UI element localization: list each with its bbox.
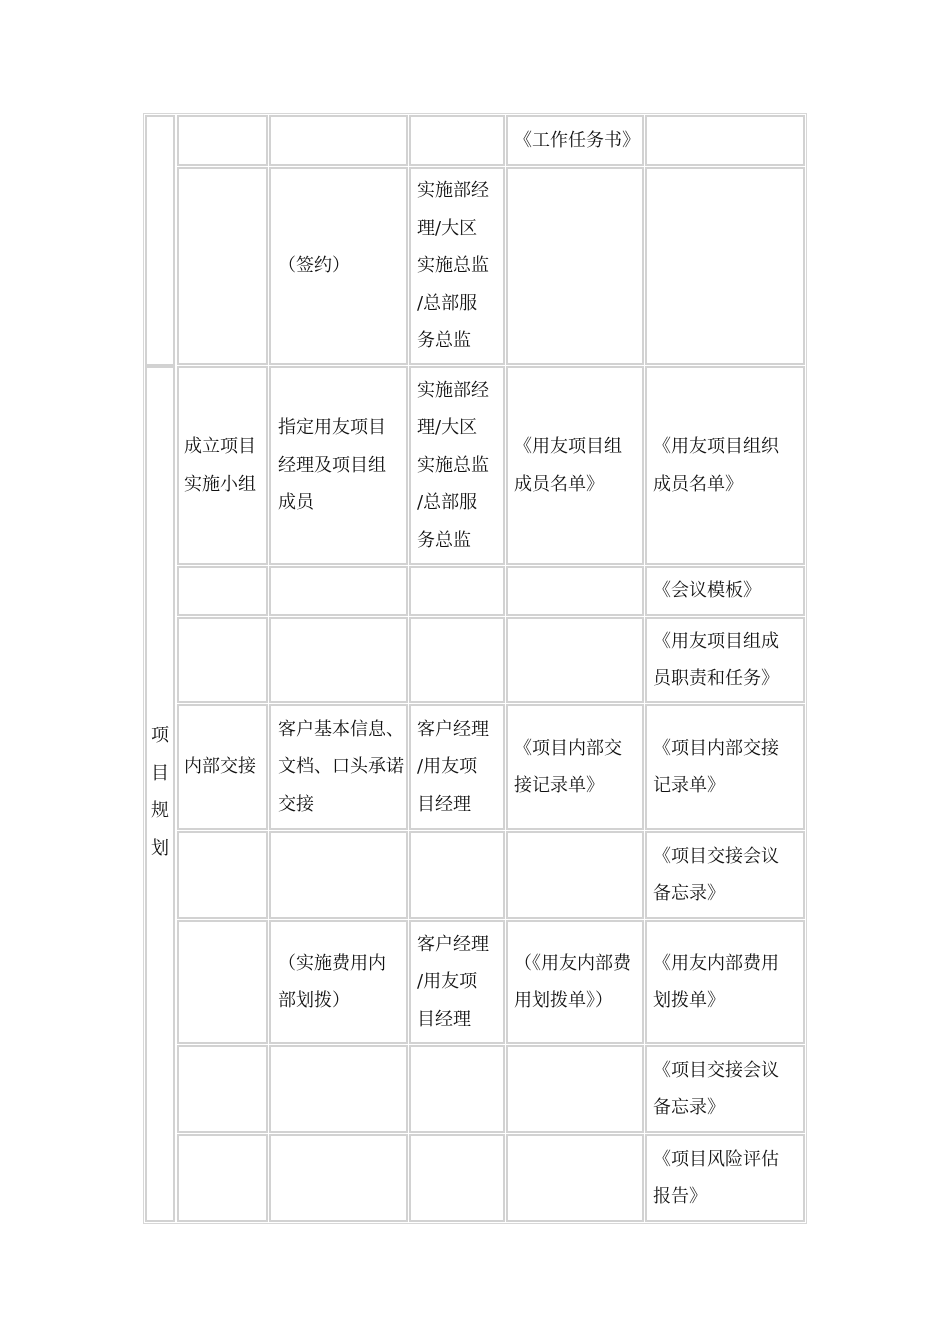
table-cell-responsible xyxy=(409,704,505,830)
table-cell-output xyxy=(645,617,805,703)
table-cell-responsible xyxy=(409,617,505,703)
table-cell-content xyxy=(269,1134,408,1222)
cell-text: 《项目交接会议 备忘录》 xyxy=(653,845,779,904)
cell-text: 《工作任务书》 xyxy=(514,129,640,151)
table-cell-output xyxy=(645,704,805,830)
cell-text: 指定用友项目 经理及项目组 成员 xyxy=(278,417,386,514)
cell-text: 《用友项目组成 员职责和任务》 xyxy=(653,630,779,689)
table-cell-content xyxy=(269,1045,408,1133)
cell-text: 客户经理 /用友项 目经理 xyxy=(417,718,489,815)
cell-text: 实施部经 理/大区 实施总监 /总部服 务总监 xyxy=(417,180,489,352)
cell-text: 《用友内部费用 划拨单》 xyxy=(653,952,779,1011)
cell-text: 《项目交接会议 备忘录》 xyxy=(653,1059,779,1118)
table-cell-responsible xyxy=(409,167,505,365)
table-cell-activity xyxy=(177,1045,268,1133)
table-cell-responsible xyxy=(409,366,505,565)
cell-text: （《用友内部费 用划拨单》） xyxy=(514,952,631,1011)
table-cell-activity xyxy=(177,167,268,365)
table-cell-output xyxy=(645,366,805,565)
cell-text: 《项目风险评估 报告》 xyxy=(653,1148,779,1207)
cell-text: （签约） xyxy=(278,255,350,277)
table-cell-output xyxy=(645,831,805,919)
cell-text: 《项目内部交 接记录单》 xyxy=(514,737,622,796)
table-cell-activity xyxy=(177,617,268,703)
table-cell-responsible xyxy=(409,831,505,919)
table-cell-input xyxy=(506,704,644,830)
table-cell-input xyxy=(506,115,644,166)
table-cell-output xyxy=(645,1045,805,1133)
cell-text: 内部交接 xyxy=(184,756,256,778)
table-cell-content xyxy=(269,366,408,565)
cell-text: 《会议模板》 xyxy=(653,580,761,602)
table-cell-output xyxy=(645,167,805,365)
cell-text: 实施部经 理/大区 实施总监 /总部服 务总监 xyxy=(417,379,489,551)
table-cell-content xyxy=(269,617,408,703)
cell-text: 客户基本信息、 文档、口头承诺 交接 xyxy=(278,718,404,815)
cell-text: 《项目内部交接 记录单》 xyxy=(653,737,779,796)
table-cell-content xyxy=(269,566,408,616)
table-cell-input xyxy=(506,167,644,365)
table-cell-input xyxy=(506,617,644,703)
table-cell-input xyxy=(506,1045,644,1133)
stage-label: 项 目 规 划 xyxy=(151,725,169,859)
table-cell-activity xyxy=(177,115,268,166)
table-cell-input xyxy=(506,831,644,919)
table-cell-content xyxy=(269,115,408,166)
stage-cell-top xyxy=(145,115,175,366)
table-cell-responsible xyxy=(409,1134,505,1222)
table-cell-responsible xyxy=(409,1045,505,1133)
table-cell-output xyxy=(645,920,805,1044)
table-cell-responsible xyxy=(409,920,505,1044)
table-cell-activity xyxy=(177,920,268,1044)
table-cell-activity xyxy=(177,1134,268,1222)
cell-text: 《用友项目组 成员名单》 xyxy=(514,436,622,495)
table-cell-content xyxy=(269,704,408,830)
table-cell-output xyxy=(645,566,805,616)
table-cell-output xyxy=(645,115,805,166)
table-cell-output xyxy=(645,1134,805,1222)
table-cell-input xyxy=(506,566,644,616)
table-cell-content xyxy=(269,920,408,1044)
table-cell-content xyxy=(269,167,408,365)
table-cell-input xyxy=(506,920,644,1044)
table-cell-responsible xyxy=(409,566,505,616)
cell-text: 客户经理 /用友项 目经理 xyxy=(417,933,489,1030)
table-cell-activity xyxy=(177,831,268,919)
table-cell-content xyxy=(269,831,408,919)
table-cell-responsible xyxy=(409,115,505,166)
table-cell-activity xyxy=(177,704,268,830)
cell-text: 成立项目 实施小组 xyxy=(184,436,256,495)
cell-text: （实施费用内 部划拨） xyxy=(278,952,386,1011)
table-cell-input xyxy=(506,1134,644,1222)
table-cell-activity xyxy=(177,366,268,565)
table-cell-activity xyxy=(177,566,268,616)
cell-text: 《用友项目组织 成员名单》 xyxy=(653,436,779,495)
table-cell-input xyxy=(506,366,644,565)
